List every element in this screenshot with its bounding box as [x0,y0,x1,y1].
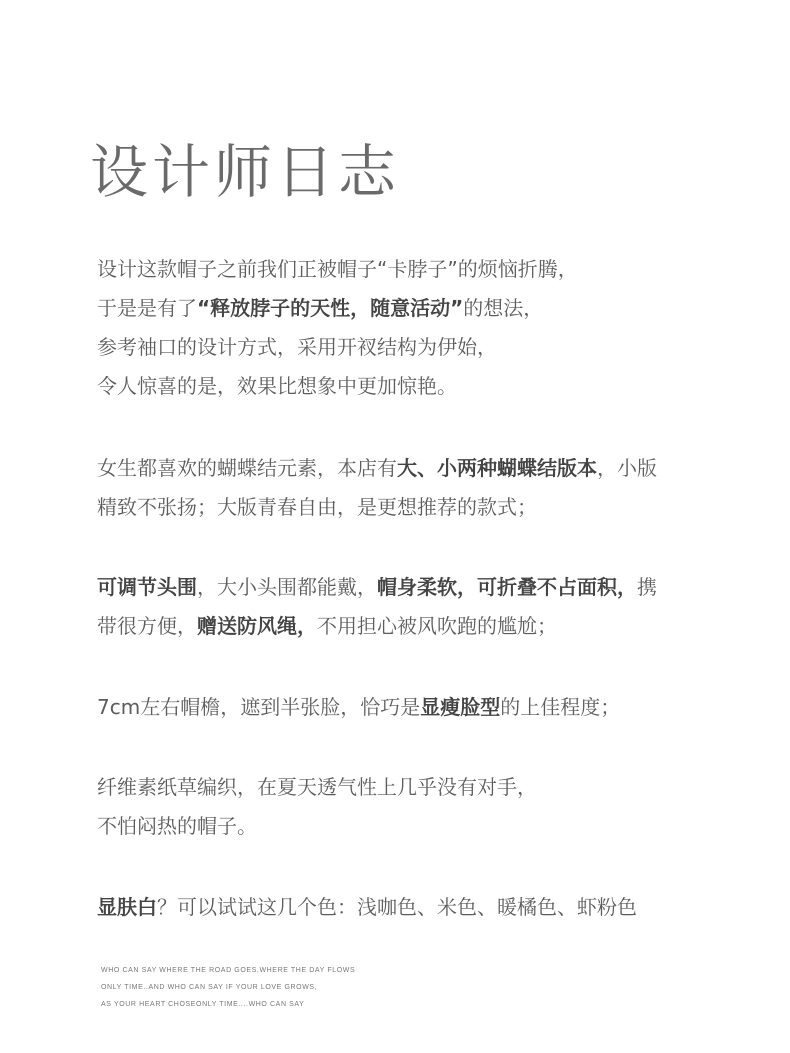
body-text: 于是是有了 [97,296,197,320]
emphasis-text: 可调节头围 [97,575,197,599]
footer-line: AS YOUR HEART CHOSEONLY TIME....WHO CAN SAY [101,1001,305,1008]
paragraph-design-story [97,250,578,406]
text-line [97,807,537,846]
emphasis-text: 显肤白 [97,895,157,919]
body-text: 带很方便， [97,614,197,638]
body-text: 设计这款帽子之前我们正被帽子“卡脖子”的烦恼折腾， [97,257,578,281]
text-line [97,250,578,289]
body-text: 的上佳程度； [500,695,621,719]
body-text: ？可以试试这几个色：浅咖色、米色、暖橘色、虾粉色 [157,895,637,919]
paragraph-colors [97,888,637,927]
emphasis-text: 赠送防风绳， [197,614,317,638]
body-text: 令人惊喜的是，效果比想象中更加惊艳。 [97,374,457,398]
emphasis-text: “释放脖子的天性，随意活动” [197,296,464,320]
footer-lyrics [101,962,355,1013]
text-line [97,328,578,367]
paragraph-brim [97,688,620,727]
paragraph-material [97,768,537,846]
paragraph-bow [97,449,657,527]
body-text: 精致不张扬；大版青春自由，是更想推荐的款式； [97,495,537,519]
body-text: 携 [637,575,657,599]
footer-line: WHO CAN SAY WHERE THE ROAD GOES,WHERE THE DAY FLOWS [101,967,356,974]
page-title: 设计师日志 [90,138,401,206]
footer-line: ONLY TIME..AND WHO CAN SAY IF YOUR LOVE GROWS, [101,984,318,991]
text-line [97,768,537,807]
body-text: ，大小头围都能戴， [197,575,377,599]
text-line [97,449,657,488]
body-text: 纤维素纸草编织，在夏天透气性上几乎没有对手， [97,775,537,799]
body-text: 7cm左右帽檐，遮到半张脸，恰巧是 [97,695,421,719]
emphasis-text: 大、小两种蝴蝶结版本 [397,456,597,480]
body-text: 的想法， [463,296,544,320]
text-line [97,367,578,406]
text-line [97,568,657,607]
body-text: ，小版 [597,456,657,480]
body-text: 参考袖口的设计方式，采用开衩结构为伊始， [97,335,497,359]
paragraph-features [97,568,657,646]
emphasis-text: 显瘦脸型 [420,695,501,719]
text-line [97,607,657,646]
emphasis-text: 帽身柔软，可折叠不占面积， [377,575,637,599]
body-text: 女生都喜欢的蝴蝶结元素，本店有 [97,456,397,480]
text-line [97,888,637,927]
text-line [97,488,657,527]
body-text: 不怕闷热的帽子。 [97,814,257,838]
body-text: 不用担心被风吹跑的尴尬； [317,614,557,638]
text-line [97,688,620,727]
text-line [97,289,578,328]
